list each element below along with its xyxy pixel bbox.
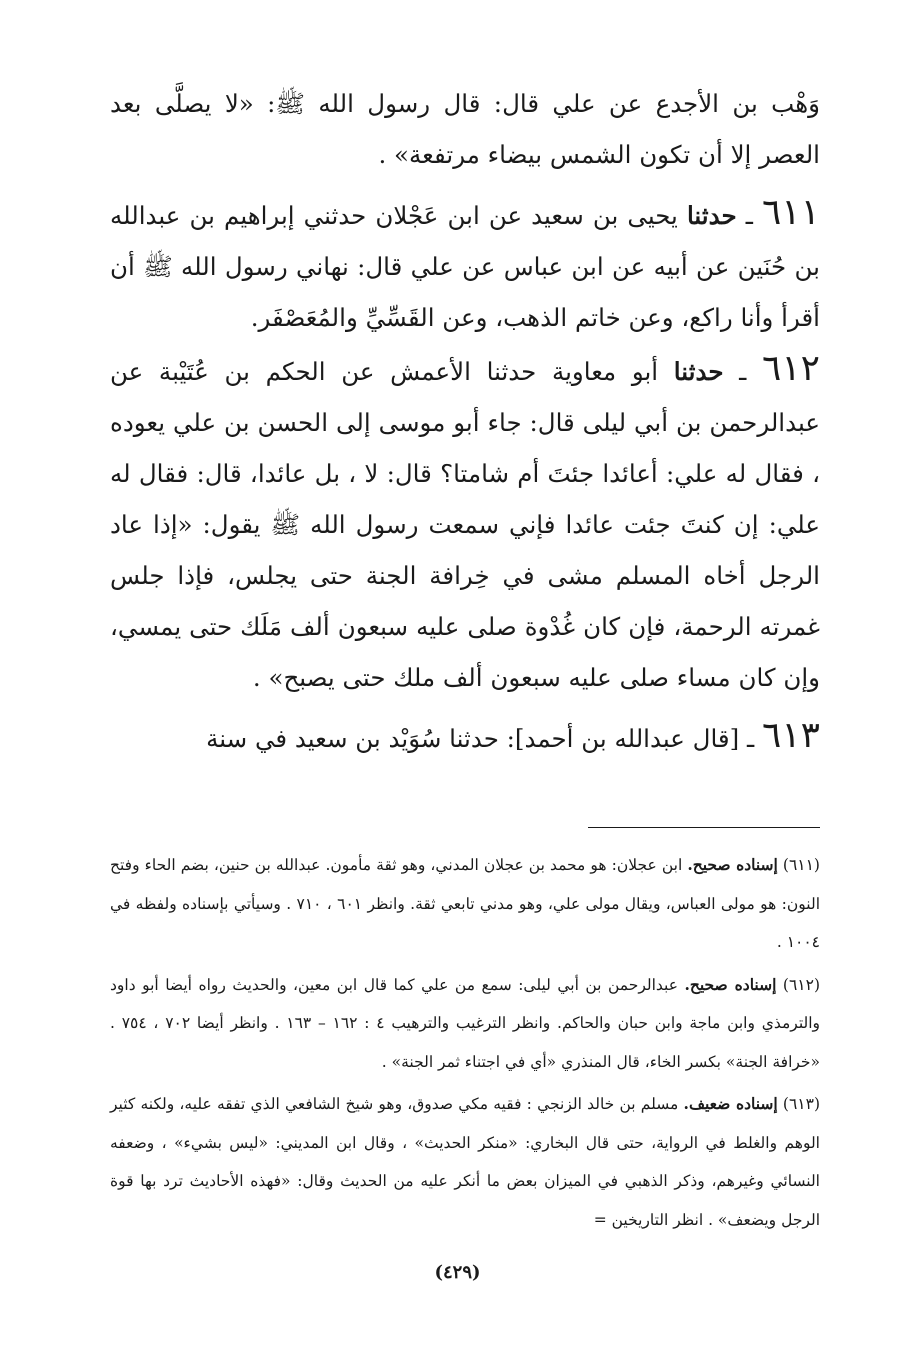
hadith-613: [110, 710, 820, 764]
footnote-separator: [588, 827, 820, 828]
footnote-613: [110, 1085, 820, 1239]
footnote-grade: إسناده صحيح.: [687, 855, 778, 874]
hadith-lead-word: حدثنا: [673, 357, 724, 386]
hadith-number: ٦١٢: [762, 348, 821, 389]
hadith-611: [110, 187, 820, 343]
page-content: [110, 78, 821, 1229]
footnote-611: [110, 846, 820, 962]
footnote-ref: (٦١٣): [782, 1095, 820, 1113]
footnote-text: عبدالرحمن بن أبي ليلى: سمع من علي كما قال ابن معين، والحديث رواه أيضا أبو داود والترمذي وابن ماجة وابن حبان والحاكم. وانظر الترغيب والترهيب ٤ : ١٦٢ – ١٦٣ . وانظر أيضا ٧٠٢ ، ٧٥٤ . «خرافة الجنة» بكسر الخاء، قال المنذري «أي في اجتناء ثمر الجنة» .: [110, 975, 821, 1071]
hadith-dash: ـ: [745, 201, 753, 230]
page-number: (٤٢٩): [434, 1262, 481, 1283]
hadith-text: [قال عبدالله بن أحمد]: حدثنا سُوَيْد بن سعيد في سنة: [206, 724, 740, 753]
paragraph-continuation: وَهْب بن الأجدع عن علي قال: قال رسول الله ﷺ: «لا يصلَّى بعد العصر إلا أن تكون الشمس بيضاء مرتفعة» .: [110, 89, 820, 169]
hadith-dash: ـ: [739, 357, 747, 386]
main-text: [110, 78, 820, 764]
hadith-number: ٦١١: [761, 192, 820, 233]
footnote-text: ابن عجلان: هو محمد بن عجلان المدني، وهو ثقة مأمون. عبدالله بن حنين، بضم الحاء وفتح النون: هو مولى العباس، ويقال مولى علي، وهو مدني تابعي ثقة. وانظر ٦٠١ ، ٧١٠ . وسيأتي بإسناده ولفظه في ١٠٠٤ .: [110, 856, 820, 951]
hadith-text: أبو معاوية حدثنا الأعمش عن الحكم بن عُتَيْبة عن عبدالرحمن بن أبي ليلى قال: جاء أبو موسى إلى الحسن بن علي يعوده ، فقال له علي: أعائدا جئتَ أم شامتا؟ قال: لا ، بل عائدا، قال: فقال له علي: إن كنتَ جئت عائدا فإني سمعت رسول الله ﷺ يقول: «إذا عاد الرجل أخاه المسلم مشى في خِرافة الجنة حتى يجلس، فإذا جلس غمرته الرحمة، فإن كان غُدْوة صلى عليه سبعون ألف مَلَك حتى يمسي، وإن كان مساء صلى عليه سبعون ألف ملك حتى يصبح» .: [110, 357, 820, 692]
hadith-text: يحيى بن سعيد عن ابن عَجْلان حدثني إبراهيم بن عبدالله بن حُنَين عن أبيه عن ابن عباس عن علي قال: نهاني رسول الله ﷺ أن أقرأ وأنا راكع، وعن خاتم الذهب، وعن القَسِّيِّ والمُعَصْفَر.: [110, 201, 820, 332]
footnote-grade: إسناده صحيح.: [684, 974, 777, 994]
hadith-612: [110, 343, 820, 703]
footnote-grade: إسناده ضعيف.: [683, 1094, 778, 1113]
hadith-number: ٦١٣: [761, 715, 820, 756]
footnote-ref: (٦١١): [782, 856, 820, 874]
footnote-612: [110, 966, 820, 1082]
hadith-lead-word: حدثنا: [686, 201, 737, 230]
footnote-ref: (٦١٢): [782, 975, 820, 994]
hadith-dash: ـ: [747, 724, 755, 753]
footnotes: [110, 846, 820, 1239]
footnote-text: مسلم بن خالد الزنجي : فقيه مكي صدوق، وهو شيخ الشافعي الذي تفقه عليه، ولكنه كثير الوهم والغلط في الرواية، حتى قال البخاري: «منكر الحديث» ، وقال ابن المديني: «ليس بشيء» ، وضعفه النسائي وغيرهم، وذكر الذهبي في الميزان بعض ما أنكر عليه من الحديث وقال: «فهذه الأحاديث ترد بها قوة الرجل ويضعف» . انظر التاريخين =: [110, 1095, 820, 1229]
